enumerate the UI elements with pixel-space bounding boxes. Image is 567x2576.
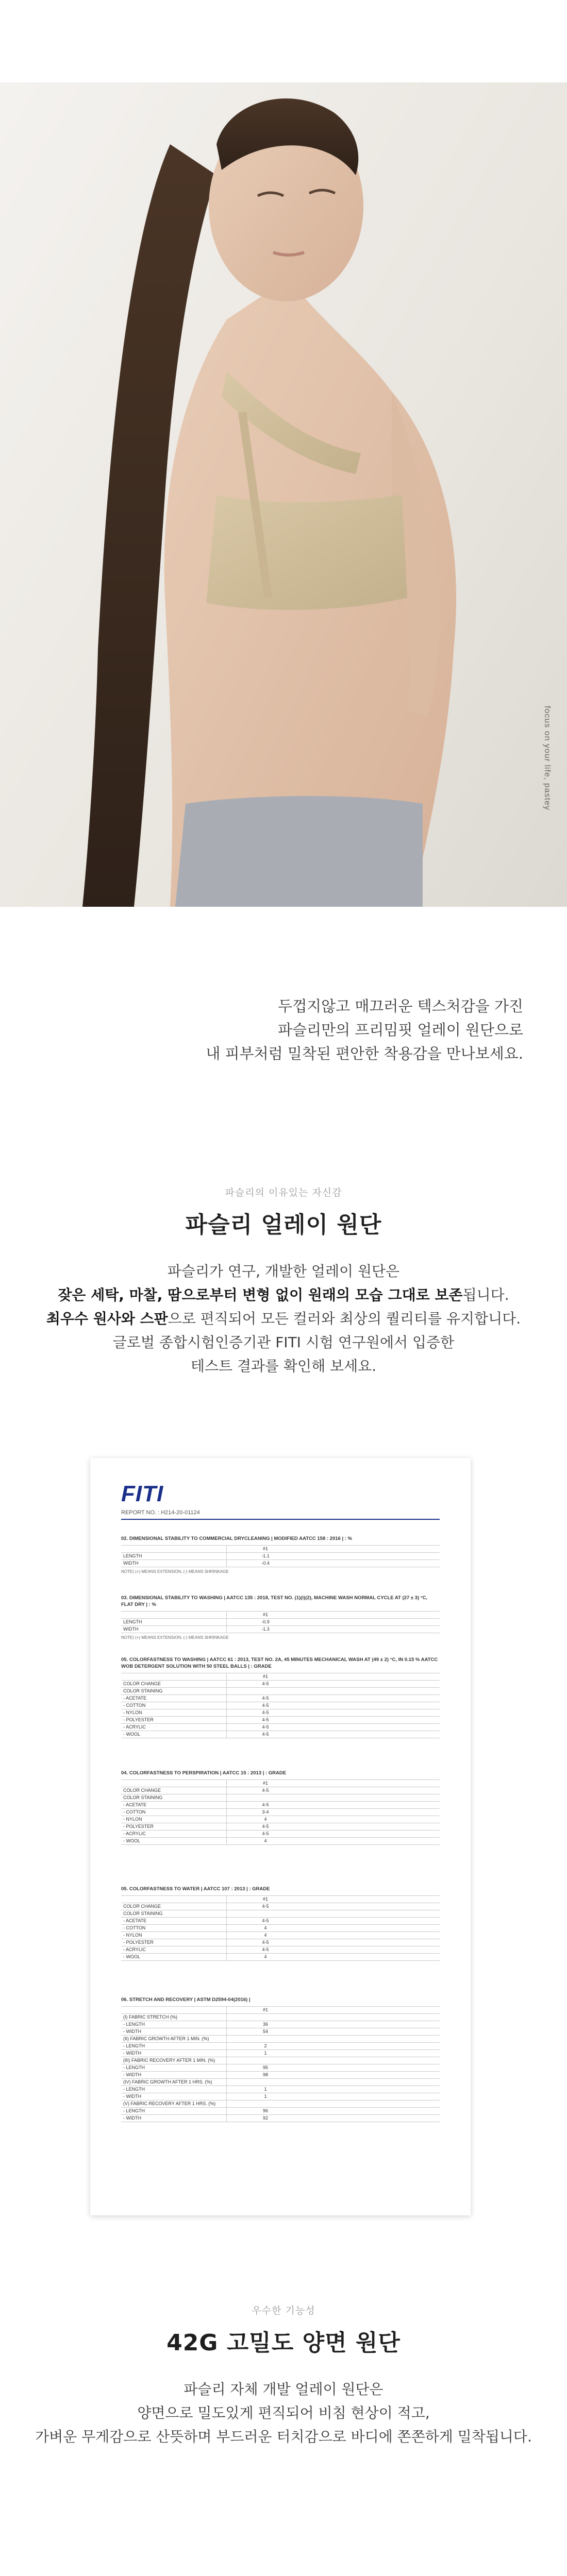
report-row-value: 92	[226, 2115, 304, 2122]
g42-title: 42G 고밀도 양면 원단	[166, 2330, 401, 2356]
report-row-label: - POLYESTER	[123, 1717, 154, 1722]
intro-line: 두껍지않고 매끄러운 텍스처감을 가진	[278, 997, 523, 1015]
report-block	[121, 1770, 440, 1845]
report-row-value: 4	[226, 1932, 304, 1939]
report-row-label: - LENGTH	[123, 2022, 145, 2027]
report-row-value: 4-5	[226, 1695, 304, 1702]
intro-line: 내 피부처럼 밀착된 편안한 착용감을 만나보세요.	[206, 1045, 523, 1062]
report-row	[121, 1932, 440, 1939]
report-row-label: COLOR CHANGE	[123, 1904, 161, 1909]
report-row	[121, 2021, 440, 2028]
report-row-value: 98	[226, 2072, 304, 2078]
report-row	[121, 1802, 440, 1809]
report-row-value	[226, 1794, 304, 1801]
report-row-label: WIDTH	[123, 1561, 139, 1566]
report-row-label: LENGTH	[123, 1619, 142, 1624]
report-row	[121, 2108, 440, 2115]
g42-kicker: 우수한 기능성	[252, 2305, 315, 2316]
report-row-value: 96	[226, 2108, 304, 2114]
report-row-value: 4-5	[226, 1681, 304, 1687]
report-row-value: 4-5	[226, 1831, 304, 1837]
report-row-label	[121, 1896, 226, 1903]
report-row	[121, 2064, 440, 2072]
report-row-value: -1.1	[226, 1553, 304, 1560]
report-row	[121, 1702, 440, 1709]
report-row-label: - NYLON	[123, 1817, 142, 1822]
report-row-label: - COTTON	[123, 1809, 146, 1815]
report-row-label	[121, 1673, 226, 1680]
report-row	[121, 1611, 440, 1619]
report-row-label: - WOOL	[123, 1732, 140, 1737]
report-row-value: 4-5	[226, 1717, 304, 1723]
report-row-label: - LENGTH	[123, 2087, 145, 2092]
report-note: NOTE) (+) MEANS EXTENSION, (-) MEANS SHRINKAGE	[121, 1569, 229, 1574]
report-row-value: 2	[226, 2043, 304, 2049]
report-block	[121, 1595, 440, 1640]
report-row-label: - POLYESTER	[123, 1940, 154, 1945]
fabric-description	[0, 1260, 567, 1378]
report-row-label: - ACETATE	[123, 1696, 147, 1701]
report-row-value: 4-5	[226, 1709, 304, 1716]
g42-section	[0, 2303, 567, 2449]
report-row-value	[226, 1910, 304, 1917]
report-block-title: 02. DIMENSIONAL STABILITY TO COMMERCIAL DRYCLEANING | MODIFIED AATCC 158 : 2016 | : %	[121, 1536, 352, 1541]
g42-line: 파슬리 자체 개발 얼레이 원단은	[184, 2381, 383, 2398]
intro-line: 파슬리만의 프리밈핏 얼레이 원단으로	[278, 1021, 523, 1039]
report-row-label: - NYLON	[123, 1933, 142, 1938]
report-row	[121, 1695, 440, 1702]
report-row-value: 4-5	[226, 1946, 304, 1953]
fiti-logo: FITI	[121, 1481, 164, 1506]
g42-line: 가벼운 무게감으로 산뜻하며 부드러운 터치감으로 바디에 쫀쫀하게 밀착됩니다.	[35, 2428, 532, 2445]
report-row-value: 54	[226, 2028, 304, 2035]
report-row-label: - POLYESTER	[123, 1824, 154, 1829]
report-row	[121, 2086, 440, 2093]
report-row	[121, 1918, 440, 1925]
report-row-label: - NYLON	[123, 1710, 142, 1715]
report-number: REPORT NO. : H214-20-01124	[121, 1510, 200, 1516]
report-row-label: - ACETATE	[123, 1802, 147, 1807]
report-block-title: 06. STRETCH AND RECOVERY | ASTM D2594-04(2016) |	[121, 1997, 251, 2003]
report-block-title: 04. COLORFASTNESS TO PERSPIRATION | AATCC 15 : 2013 | : GRADE	[121, 1770, 287, 1776]
fabric-line-bold: 잦은 세탁, 마찰, 땀으로부터 변형 없이 원래의 모습 그대로 보존	[58, 1286, 463, 1303]
report-row-label: - ACETATE	[123, 1918, 147, 1923]
report-row-value: 4-5	[226, 1731, 304, 1738]
report-row-label: - LENGTH	[123, 2043, 145, 2048]
report-row	[121, 1910, 440, 1918]
report-row	[121, 1787, 440, 1794]
report-row-value: 3-4	[226, 1809, 304, 1816]
report-row	[121, 2115, 440, 2122]
report-row	[121, 2100, 440, 2108]
report-row	[121, 1731, 440, 1738]
report-row-label	[121, 1546, 226, 1552]
report-row	[121, 1553, 440, 1560]
report-row-value: 4-5	[226, 1724, 304, 1731]
report-note: NOTE) (+) MEANS EXTENSION, (-) MEANS SHRINKAGE	[121, 1635, 229, 1640]
report-row	[121, 2028, 440, 2036]
report-row	[121, 1925, 440, 1932]
report-row	[121, 1626, 440, 1633]
report-row-value: 4	[226, 1954, 304, 1960]
report-row-value: 4	[226, 1816, 304, 1823]
report-row-label: (IV) FABRIC GROWTH AFTER 1 HRS. (%)	[123, 2079, 212, 2084]
report-row-value: 4-5	[226, 1823, 304, 1830]
report-row-value: #1	[226, 1780, 304, 1787]
report-row-value: 4-5	[226, 1702, 304, 1709]
fiti-test-report	[90, 1458, 471, 2215]
report-row-value: #1	[226, 1896, 304, 1903]
report-row	[121, 2036, 440, 2043]
report-row-value: 4-5	[226, 1787, 304, 1794]
report-row-value	[226, 1688, 304, 1694]
report-row-label: COLOR CHANGE	[123, 1681, 161, 1686]
report-row	[121, 1939, 440, 1946]
report-row-value: 4-5	[226, 1939, 304, 1946]
report-row-label: - WIDTH	[123, 2115, 141, 2121]
g42-line: 양면으로 밀도있게 편직되어 비침 현상이 적고,	[137, 2404, 430, 2421]
report-row	[121, 1780, 440, 1787]
report-row-label: LENGTH	[123, 1553, 142, 1558]
report-row-value: -0.9	[226, 1619, 304, 1625]
g42-description	[0, 2378, 567, 2449]
report-row-label: WIDTH	[123, 1626, 139, 1632]
report-row-label: - LENGTH	[123, 2108, 145, 2113]
report-row-label: - ACRYLIC	[123, 1947, 146, 1952]
report-row	[121, 1709, 440, 1717]
report-row-value: 4-5	[226, 1918, 304, 1924]
report-row-value: 1	[226, 2086, 304, 2093]
report-block	[121, 1535, 440, 1574]
report-row-value: 4-5	[226, 1903, 304, 1910]
report-row-label: - WIDTH	[123, 2029, 141, 2034]
report-block-title: 05. COLORFASTNESS TO WASHING | AATCC 61 : 2013, TEST NO. 2A, 45 MINUTES MECHANICAL WASH AT (49 ± 2) °C, IN 0.15 % AATCC WOB DETERGENT SOLUTION WITH 50 STEEL BALLS | : GRADE	[121, 1657, 438, 1669]
report-row	[121, 1545, 440, 1553]
fabric-line-rest: 됩니다.	[462, 1286, 509, 1303]
report-row-value: 36	[226, 2021, 304, 2028]
report-block-title: 05. COLORFASTNESS TO WATER | AATCC 107 : 2013 | : GRADE	[121, 1886, 270, 1892]
report-row	[121, 1816, 440, 1823]
report-row	[121, 1673, 440, 1681]
report-row-value: #1	[226, 1546, 304, 1552]
report-row-label: - ACRYLIC	[123, 1724, 146, 1730]
report-row-label: COLOR CHANGE	[123, 1788, 161, 1793]
report-row-value	[226, 2036, 304, 2042]
report-row-label: - WOOL	[123, 1954, 140, 1959]
report-row-label: - WIDTH	[123, 2072, 141, 2077]
fabric-kicker: 파슬리의 이유있는 자신감	[225, 1187, 342, 1198]
report-row	[121, 2093, 440, 2100]
intro-text	[206, 994, 523, 1065]
report-row-label: COLOR STAINING	[123, 1688, 163, 1693]
report-row-label	[121, 2007, 226, 2013]
report-row	[121, 1794, 440, 1802]
report-row-value: 1	[226, 2050, 304, 2057]
report-row-label: (I) FABRIC STRETCH (%)	[123, 2014, 177, 2020]
fabric-line	[0, 1283, 567, 1307]
report-row	[121, 1681, 440, 1688]
report-row-value: 4	[226, 1925, 304, 1931]
report-row	[121, 1724, 440, 1731]
fabric-line	[0, 1307, 567, 1331]
report-row	[121, 1809, 440, 1816]
report-row	[121, 2050, 440, 2057]
fabric-line: 파슬리가 연구, 개발한 얼레이 원단은	[167, 1263, 400, 1280]
report-row-value: -1.3	[226, 1626, 304, 1633]
report-row	[121, 1831, 440, 1838]
report-row-value: #1	[226, 1612, 304, 1618]
report-row	[121, 1619, 440, 1626]
report-row	[121, 1717, 440, 1724]
report-row-label: - WOOL	[123, 1838, 140, 1843]
report-row-label: (III) FABRIC RECOVERY AFTER 1 MIN. (%)	[123, 2058, 215, 2063]
report-row-value: #1	[226, 2007, 304, 2013]
report-row	[121, 1954, 440, 1961]
report-row	[121, 2006, 440, 2014]
report-row-label: (II) FABRIC GROWTH AFTER 1 MIN. (%)	[123, 2036, 209, 2041]
report-row-label: COLOR STAINING	[123, 1795, 163, 1800]
report-row-label: - COTTON	[123, 1703, 146, 1708]
report-row-label: - WIDTH	[123, 2094, 141, 2099]
report-row-label: - WIDTH	[123, 2050, 141, 2056]
fabric-line-bold: 최우수 원사와 스판	[46, 1310, 168, 1327]
report-row-value: 4	[226, 1838, 304, 1844]
report-row-label: (V) FABRIC RECOVERY AFTER 1 HRS. (%)	[123, 2101, 216, 2106]
report-block	[121, 1886, 440, 1961]
fabric-title: 파슬리 얼레이 원단	[185, 1212, 382, 1238]
report-row-value: #1	[226, 1673, 304, 1680]
report-row-label: - ACRYLIC	[123, 1831, 146, 1836]
report-row	[121, 2014, 440, 2021]
report-row	[121, 2043, 440, 2050]
fabric-line: 테스트 결과를 확인해 보세요.	[190, 1358, 377, 1375]
report-row-label	[121, 1780, 226, 1787]
hero-photo	[0, 82, 567, 907]
report-row-value	[226, 2100, 304, 2107]
fabric-section	[0, 1185, 567, 1378]
report-row	[121, 1895, 440, 1903]
report-row	[121, 1946, 440, 1954]
report-block-title: 03. DIMENSIONAL STABILITY TO WASHING | AATCC 135 : 2018, TEST NO. (1)(i)(2), MACHINE WASH NORMAL CYCLE AT (27 ± 3) °C, FLAT DRY | : %	[121, 1595, 428, 1607]
report-row-value	[226, 2057, 304, 2064]
report-block	[121, 1996, 440, 2122]
report-block	[121, 1656, 440, 1738]
report-row-value: -0.4	[226, 1560, 304, 1567]
report-row-value	[226, 2014, 304, 2021]
report-divider	[121, 1519, 440, 1520]
report-row-value: 1	[226, 2093, 304, 2100]
report-row	[121, 1823, 440, 1831]
report-row	[121, 1838, 440, 1845]
side-caption: focus on your life, pastey	[543, 706, 552, 810]
report-row	[121, 1560, 440, 1567]
fabric-line: 글로벌 종합시험인증기관 FITI 시험 연구원에서 입증한	[112, 1334, 455, 1351]
report-row-label: COLOR STAINING	[123, 1911, 163, 1916]
report-row	[121, 2072, 440, 2079]
report-row-label: - LENGTH	[123, 2065, 145, 2070]
report-row-value: 4-5	[226, 1802, 304, 1808]
model-illustration	[0, 82, 567, 907]
report-row-value	[226, 2079, 304, 2086]
report-row	[121, 2057, 440, 2064]
report-row-label: - COTTON	[123, 1925, 146, 1930]
report-row-value: 95	[226, 2064, 304, 2071]
report-row-label	[121, 1612, 226, 1618]
fabric-line-rest: 으로 편직되어 모든 컬러와 최상의 퀄리티를 유지합니다.	[168, 1310, 521, 1327]
report-row	[121, 2079, 440, 2086]
report-row	[121, 1688, 440, 1695]
report-row	[121, 1903, 440, 1910]
